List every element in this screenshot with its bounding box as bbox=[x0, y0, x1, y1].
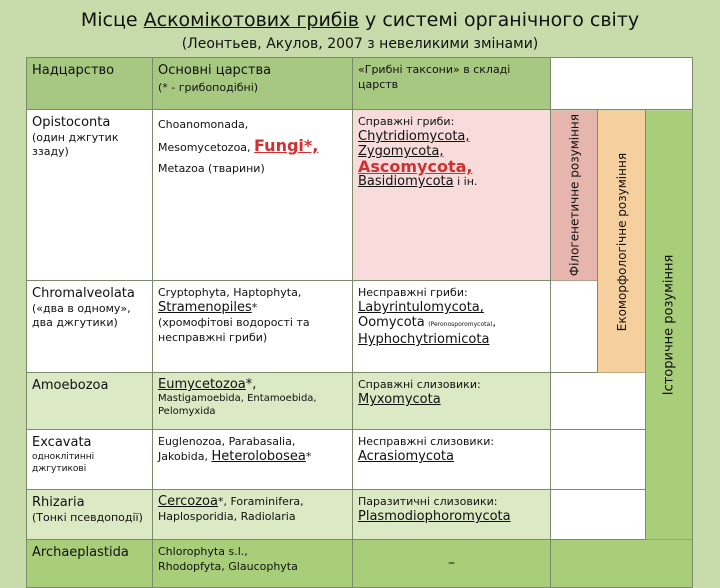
table-row bbox=[27, 430, 693, 490]
kingdoms-cell: Cryptophyta, Haptophyta, Stramenopiles* (хромофітові водорості та несправжні гриби) bbox=[153, 281, 353, 373]
header-fungal-taxa: «Грибні таксони» в складі царств bbox=[353, 58, 551, 110]
slide-title: Місце Аскомікотових грибів у системі органічного світу bbox=[80, 9, 640, 31]
slide-subtitle: (Леонтьев, Акулов, 2007 з невеликими змінами) bbox=[181, 36, 539, 52]
table-row bbox=[27, 490, 693, 540]
empty-cell bbox=[551, 490, 646, 540]
kingdoms-cell: Euglenozoa, Parabasalia, Jakobida, Heterolobosea* bbox=[153, 430, 353, 490]
kingdoms-cell: Cercozoa*, Foraminifera, Haplosporidia, Radiolaria bbox=[153, 490, 353, 540]
taxa-cell: Справжні слизовики: Myxomycota bbox=[353, 373, 551, 430]
ascomycota-highlight: Ascomycota, bbox=[358, 157, 473, 176]
fungi-highlight: Fungi*, bbox=[254, 136, 319, 155]
taxa-cell: – bbox=[353, 540, 551, 588]
table-row bbox=[27, 540, 693, 588]
taxa-cell: Справжні гриби: Chytridiomycota, Zygomycota, Ascomycota, Basidiomycota і ін. bbox=[353, 110, 551, 281]
header-superkingdom: Надцарство bbox=[27, 58, 153, 110]
kingdoms-cell: Eumycetozoa*, Mastigamoebida, Entamoebida, Pelomyxida bbox=[153, 373, 353, 430]
superkingdom-cell: Rhizaria (Тонкі псевдоподії) bbox=[27, 490, 153, 540]
empty-cell bbox=[551, 373, 646, 430]
empty-cell bbox=[551, 281, 598, 373]
label-ecomorphological: Екоморфологічне розуміння bbox=[598, 110, 646, 373]
table-row bbox=[27, 281, 693, 373]
taxa-cell: Несправжні слизовики: Acrasiomycota bbox=[353, 430, 551, 490]
superkingdom-cell: Archaeplastida bbox=[27, 540, 153, 588]
header-blank bbox=[551, 58, 693, 110]
label-historical: Історичне розуміння bbox=[646, 110, 693, 540]
empty-cell bbox=[551, 540, 693, 588]
empty-cell bbox=[551, 430, 646, 490]
superkingdom-cell: Excavata одноклітинні джгутикові bbox=[27, 430, 153, 490]
kingdoms-cell: Choanomonada, Mesomycetozoa, Fungi*, Metazoa (тварини) bbox=[153, 110, 353, 281]
superkingdom-cell: Chromalveolata («два в одному», два джгутики) bbox=[27, 281, 153, 373]
taxa-cell: Паразитичні слизовики: Plasmodiophoromycota bbox=[353, 490, 551, 540]
header-row bbox=[27, 58, 693, 110]
table-row bbox=[27, 373, 693, 430]
superkingdom-cell: Opistoconta (один джгутик ззаду) bbox=[27, 110, 153, 281]
title-underlined: Аскомікотових грибів bbox=[143, 9, 359, 31]
classification-table bbox=[26, 57, 693, 588]
label-phylogenetic: Філогенетичне розуміння bbox=[551, 110, 598, 281]
kingdoms-cell: Chlorophyta s.l., Rhodopfyta, Glaucophyta bbox=[153, 540, 353, 588]
header-kingdoms: Основні царства (* - грибоподібні) bbox=[153, 58, 353, 110]
taxa-cell: Несправжні гриби: Labyrintulomycota, Oomycota (Peronosporomycota), Hyphochytriomicota bbox=[353, 281, 551, 373]
table-row bbox=[27, 110, 693, 281]
superkingdom-cell: Amoebozoa bbox=[27, 373, 153, 430]
